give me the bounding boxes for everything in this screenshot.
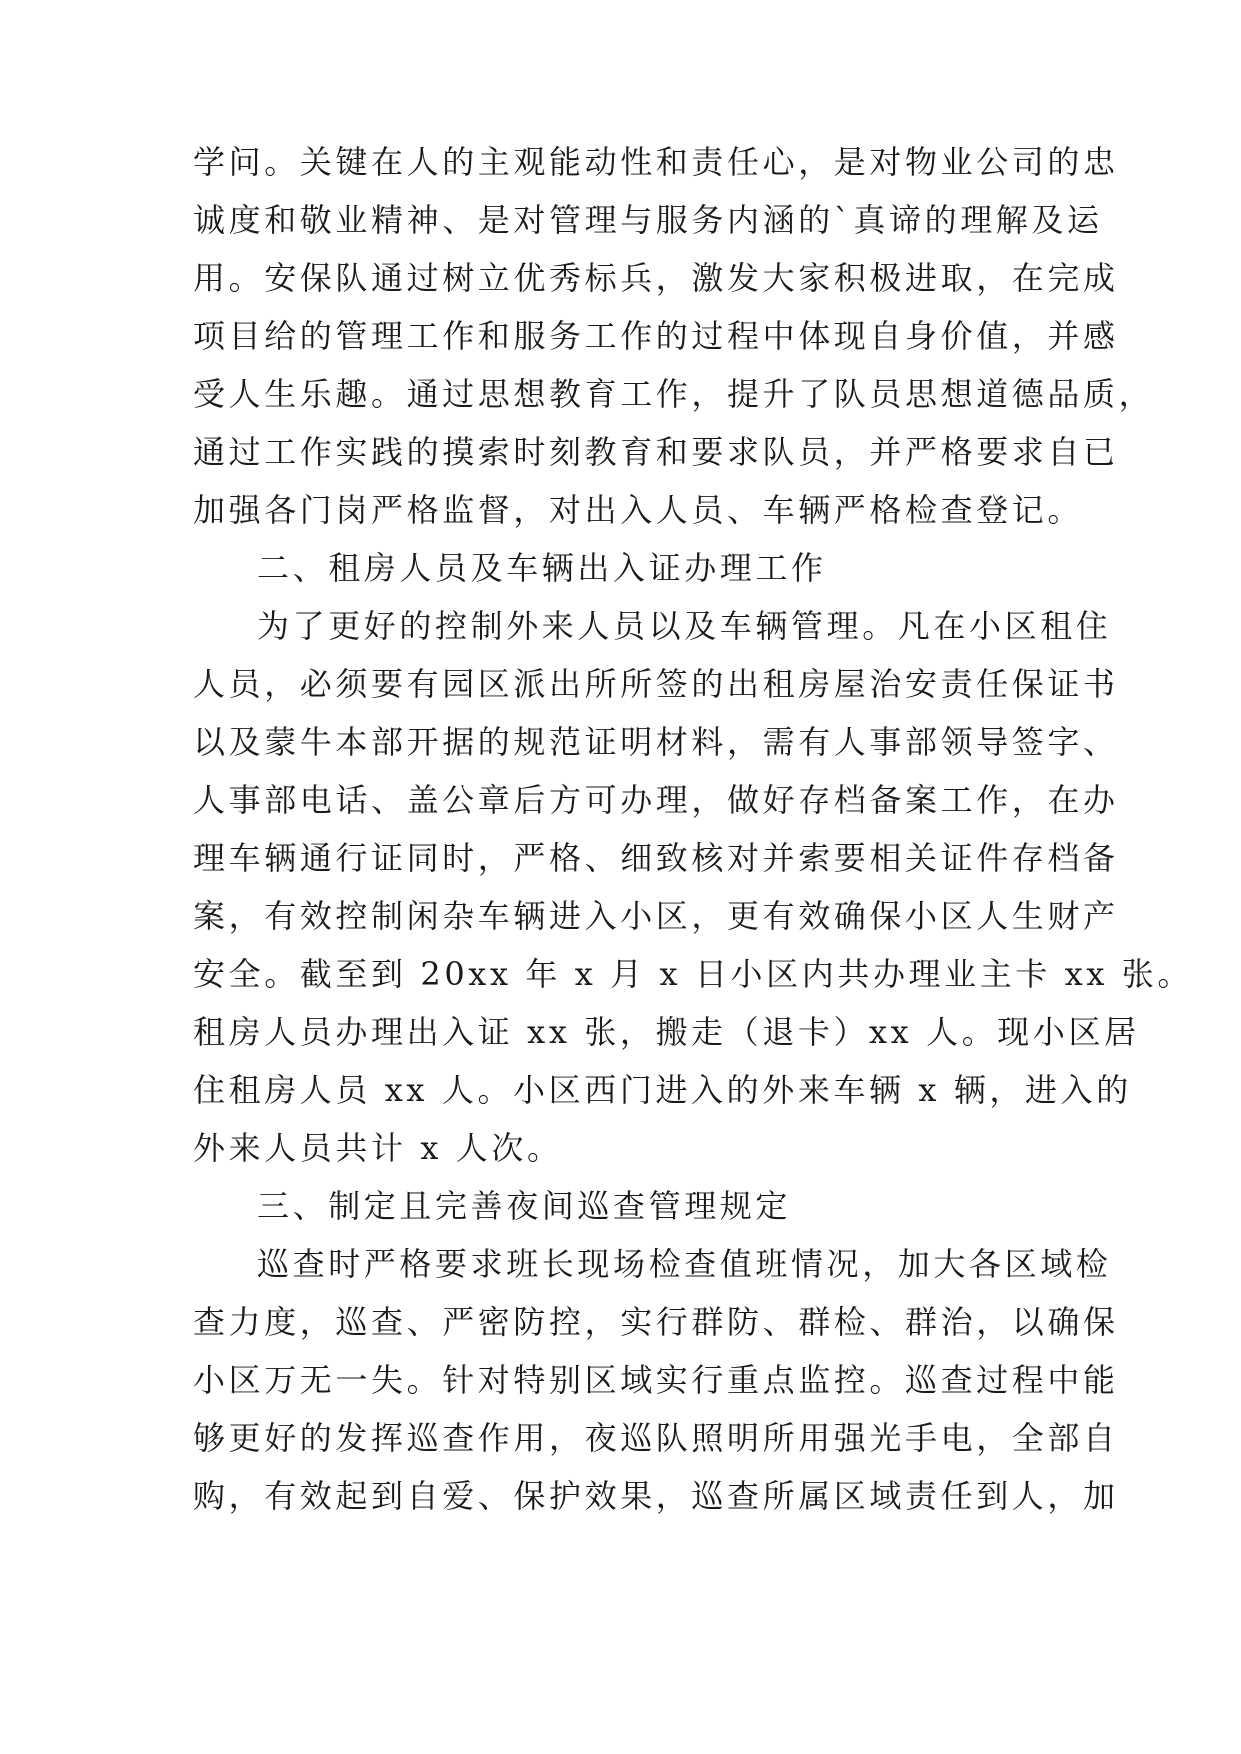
body-text-line: 安全。截至到 20xx 年 x 月 x 日小区内共办理业主卡 xx 张。 [193, 955, 1193, 993]
body-text-line: 为了更好的控制外来人员以及车辆管理。凡在小区租住 [257, 607, 1112, 645]
body-text-line: 用。安保队通过树立优秀标兵，激发大家积极进取，在完成 [193, 259, 1119, 297]
body-text-line: 租房人员办理出入证 xx 张，搬走（退卡）xx 人。现小区居 [193, 1013, 1140, 1051]
body-text-line: 诚度和敬业精神、是对管理与服务内涵的`真谛的理解及运 [193, 201, 1103, 239]
body-text-line: 查力度，巡查、严密防控，实行群防、群检、群治，以确保 [193, 1303, 1119, 1341]
body-text-line: 人事部电话、盖公章后方可办理，做好存档备案工作，在办 [193, 781, 1119, 819]
body-text-line: 外来人员共计 x 人次。 [193, 1129, 563, 1167]
body-text-line: 购，有效起到自爱、保护效果，巡查所属区域责任到人，加 [193, 1477, 1119, 1515]
body-text-line: 通过工作实践的摸索时刻教育和要求队员，并严格要求自已 [193, 433, 1119, 471]
body-text-line: 以及蒙牛本部开据的规范证明材料，需有人事部领导签字、 [193, 723, 1119, 761]
body-text-line: 学问。关键在人的主观能动性和责任心，是对物业公司的忠 [193, 143, 1119, 181]
body-text-line: 小区万无一失。针对特别区域实行重点监控。巡查过程中能 [193, 1361, 1119, 1399]
body-text-line: 巡查时严格要求班长现场检查值班情况，加大各区域检 [257, 1245, 1112, 1283]
body-text-line: 加强各门岗严格监督，对出入人员、车辆严格检查登记。 [193, 491, 1084, 529]
body-text-line: 人员，必须要有园区派出所所签的出租房屋治安责任保证书 [193, 665, 1119, 703]
body-text-line: 受人生乐趣。通过思想教育工作，提升了队员思想道德品质， [193, 375, 1155, 413]
body-text-line: 理车辆通行证同时，严格、细致核对并索要相关证件存档备 [193, 839, 1119, 877]
section-heading: 二、租房人员及车辆出入证办理工作 [257, 549, 827, 587]
body-text-line: 案，有效控制闲杂车辆进入小区，更有效确保小区人生财产 [193, 897, 1119, 935]
body-text-line: 够更好的发挥巡查作用，夜巡队照明所用强光手电，全部自 [193, 1419, 1119, 1457]
body-text-line: 项目给的管理工作和服务工作的过程中体现自身价值，并感 [193, 317, 1119, 355]
section-heading: 三、制定且完善夜间巡查管理规定 [257, 1187, 792, 1225]
body-text-line: 住租房人员 xx 人。小区西门进入的外来车辆 x 辆，进入的 [193, 1071, 1132, 1109]
